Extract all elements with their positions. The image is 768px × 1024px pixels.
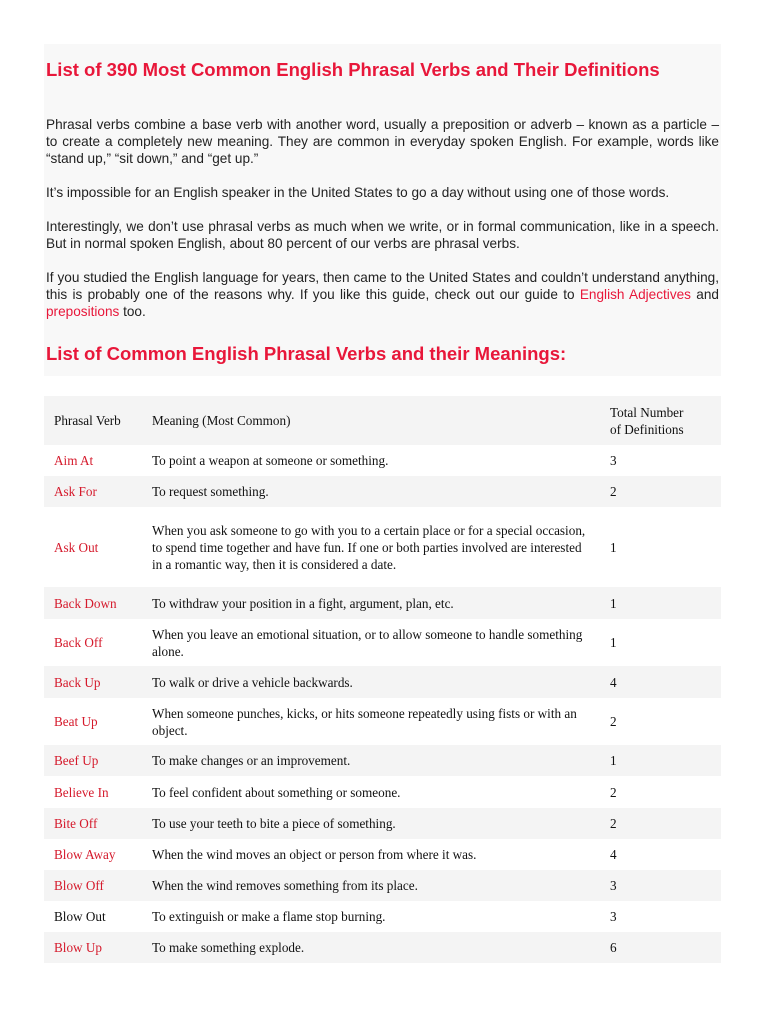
- phrasal-verb-cell[interactable]: Bite Off: [44, 808, 142, 839]
- table-row: [44, 698, 721, 745]
- definition-count-cell: 2: [600, 476, 721, 507]
- phrasal-verb-cell[interactable]: Back Down: [44, 587, 142, 619]
- meaning-cell: To withdraw your position in a fight, argument, plan, etc.: [142, 587, 600, 619]
- table-row: [44, 666, 721, 698]
- intro-paragraph-1: Phrasal verbs combine a base verb with another word, usually a preposition or adverb – known as a particle – to create a completely new meaning. They are common in everyday spoken English. For example, words like “stand up,” “sit down,” and “get up.”: [46, 117, 719, 166]
- phrasal-verb-cell[interactable]: Beef Up: [44, 745, 142, 776]
- table-row: [44, 808, 721, 839]
- meaning-cell: When someone punches, kicks, or hits someone repeatedly using fists or with an object.: [142, 698, 600, 745]
- article-intro: [46, 44, 719, 365]
- table-row: [44, 745, 721, 776]
- definition-count-cell: 3: [600, 870, 721, 901]
- definition-count-cell: 1: [600, 745, 721, 776]
- intro-paragraph-2: It’s impossible for an English speaker in the United States to go a day without using one of those words.: [46, 185, 670, 200]
- table-row: [44, 776, 721, 808]
- header-total-definitions: [600, 396, 721, 445]
- table-row: [44, 507, 721, 587]
- prepositions-link[interactable]: prepositions: [46, 304, 120, 319]
- table-row: [44, 901, 721, 932]
- intro-paragraph-4: [46, 269, 719, 320]
- meaning-cell: When you ask someone to go with you to a certain place or for a special occasion, to spend time together and have fun. If one or both parties involved are interested in a romantic way, then it is considered a date.: [142, 507, 600, 587]
- table-row: [44, 619, 721, 666]
- phrasal-verb-cell[interactable]: Blow Away: [44, 839, 142, 870]
- paragraph-4-text: If you studied the English language for years, then came to the United States and couldn’t understand anything, this is probably one of the reasons why. If you like this guide, check out our guide to: [46, 270, 719, 302]
- definition-count-cell: 3: [600, 445, 721, 476]
- definition-count-cell: 2: [600, 698, 721, 745]
- meaning-cell: When the wind removes something from its place.: [142, 870, 600, 901]
- paragraph-4-and: and: [690, 287, 719, 302]
- phrasal-verb-cell[interactable]: Blow Up: [44, 932, 142, 963]
- meaning-cell: To make changes or an improvement.: [142, 745, 600, 776]
- definition-count-cell: 3: [600, 901, 721, 932]
- header-phrasal-verb: Phrasal Verb: [44, 396, 142, 445]
- phrasal-verb-cell[interactable]: Ask Out: [44, 507, 142, 587]
- english-adjectives-link[interactable]: English Adjectives: [579, 287, 691, 302]
- definition-count-cell: 6: [600, 932, 721, 963]
- definition-count-cell: 4: [600, 839, 721, 870]
- meaning-cell: To feel confident about something or someone.: [142, 776, 600, 808]
- phrasal-verb-cell: Blow Out: [44, 901, 142, 932]
- phrasal-verb-cell[interactable]: Beat Up: [44, 698, 142, 745]
- meaning-cell: When the wind moves an object or person from where it was.: [142, 839, 600, 870]
- header-total-line-2: of Definitions: [610, 421, 684, 437]
- paragraph-4-end: too.: [119, 304, 146, 319]
- phrasal-verb-cell[interactable]: Back Up: [44, 666, 142, 698]
- table-row: [44, 870, 721, 901]
- phrasal-verb-cell[interactable]: Back Off: [44, 619, 142, 666]
- meaning-cell: To point a weapon at someone or something.: [142, 445, 600, 476]
- header-meaning: Meaning (Most Common): [142, 396, 600, 445]
- table-row: [44, 476, 721, 507]
- table-row: [44, 932, 721, 963]
- table-header-row: [44, 396, 721, 445]
- phrasal-verb-cell[interactable]: Believe In: [44, 776, 142, 808]
- meaning-cell: To walk or drive a vehicle backwards.: [142, 666, 600, 698]
- intro-paragraph-3: Interestingly, we don’t use phrasal verbs as much when we write, or in formal communication, like in a speech. But in normal spoken English, about 80 percent of our verbs are phrasal verbs.: [46, 219, 719, 251]
- phrasal-verb-cell[interactable]: Ask For: [44, 476, 142, 507]
- section-heading: List of Common English Phrasal Verbs and their Meanings:: [46, 343, 567, 364]
- phrasal-verb-cell[interactable]: Blow Off: [44, 870, 142, 901]
- meaning-cell: To make something explode.: [142, 932, 600, 963]
- definition-count-cell: 2: [600, 776, 721, 808]
- definition-count-cell: 1: [600, 507, 721, 587]
- table-row: [44, 839, 721, 870]
- meaning-cell: To use your teeth to bite a piece of something.: [142, 808, 600, 839]
- definition-count-cell: 4: [600, 666, 721, 698]
- page-title: List of 390 Most Common English Phrasal Verbs and Their Definitions: [46, 59, 660, 80]
- definition-count-cell: 2: [600, 808, 721, 839]
- phrasal-verb-cell[interactable]: Aim At: [44, 445, 142, 476]
- meaning-cell: When you leave an emotional situation, or to allow someone to handle something alone.: [142, 619, 600, 666]
- definition-count-cell: 1: [600, 619, 721, 666]
- table-row: [44, 587, 721, 619]
- table-row: [44, 445, 721, 476]
- meaning-cell: To extinguish or make a flame stop burning.: [142, 901, 600, 932]
- definition-count-cell: 1: [600, 587, 721, 619]
- phrasal-verbs-table: [44, 396, 721, 963]
- header-total-line-1: Total Number: [610, 404, 684, 420]
- meaning-cell: To request something.: [142, 476, 600, 507]
